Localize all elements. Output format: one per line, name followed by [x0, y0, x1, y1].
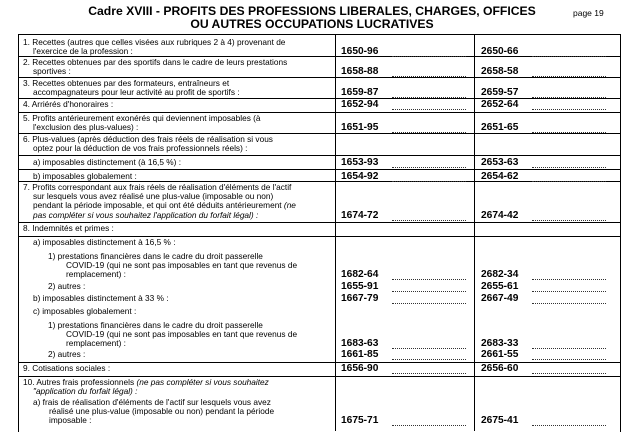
code-income-year: 1674-72: [341, 209, 379, 221]
amount-field[interactable]: [392, 180, 466, 182]
amount-field[interactable]: [532, 278, 606, 280]
code-partner: 2682-34: [481, 269, 519, 281]
amount-field[interactable]: [392, 347, 466, 349]
amount-field[interactable]: [392, 108, 466, 110]
amount-field[interactable]: [392, 358, 466, 360]
row-label-line: l'exclusion des plus-values) :: [33, 122, 139, 133]
amount-field[interactable]: [532, 219, 606, 221]
amount-field[interactable]: [392, 302, 466, 304]
column-divider: [335, 35, 336, 431]
code-partner: 2658-58: [481, 66, 519, 78]
row-label-line: 9. Cotisations sociales :: [23, 363, 111, 373]
code-partner: 2674-42: [481, 209, 519, 221]
code-income-year: 1658-88: [341, 66, 379, 78]
column-divider: [474, 35, 475, 431]
row-label-line: réalisé une plus-value (imposable ou non) pendant la période: [49, 406, 275, 417]
amount-field[interactable]: [392, 219, 466, 221]
amount-field[interactable]: [392, 131, 466, 133]
amount-field[interactable]: [532, 290, 606, 292]
amount-field[interactable]: [532, 96, 606, 98]
row-label-line: pendant la période imposable, et qui ont été déduits antérieurement (ne: [33, 200, 296, 211]
amount-field[interactable]: [532, 180, 606, 182]
row-label-line: 3. Recettes obtenues par des formateurs, entraîneurs et: [23, 78, 230, 88]
row-label-line: c) imposables globalement :: [33, 306, 137, 316]
amount-field[interactable]: [392, 55, 466, 57]
row-label-line: 1) prestations financières dans le cadre du droit passerelle: [48, 320, 263, 330]
code-income-year: 1656-90: [341, 363, 379, 374]
row-label-line: optez pour la déduction de vos frais professionnels réels) :: [33, 143, 248, 154]
code-income-year: 1667-79: [341, 293, 379, 304]
code-income-year: 1653-93: [341, 157, 379, 168]
code-partner: 2650-66: [481, 46, 519, 58]
row-label-line: sportives :: [33, 66, 71, 77]
code-partner: 2651-65: [481, 122, 519, 134]
row-label-line: 8. Indemnités et primes :: [23, 223, 114, 233]
row-label-line: 7. Profits correspondant aux frais réels de réalisation d'éléments de l'actif: [23, 182, 292, 192]
code-income-year: 1675-71: [341, 415, 379, 427]
form-title-line2: OU AUTRES OCCUPATIONS LUCRATIVES: [190, 17, 434, 31]
row-divider: [18, 155, 621, 156]
row-label-line: a) imposables distinctement (à 16,5 %) :: [33, 157, 182, 167]
amount-field[interactable]: [532, 372, 606, 374]
row-label-line: b) imposables distinctement à 33 % :: [33, 293, 169, 303]
code-income-year: 1650-96: [341, 46, 379, 58]
code-partner: 2656-60: [481, 363, 519, 374]
row-label-line: 5. Profits antérieurement exonérés qui deviennent imposables (à: [23, 113, 261, 123]
code-income-year: 1683-63: [341, 338, 379, 350]
row-label-line: 1) prestations financières dans le cadre du droit passerelle: [48, 251, 263, 261]
row-divider: [18, 169, 621, 170]
row-label-line: 1. Recettes (autres que celles visées aux rubriques 2 à 4) provenant de: [23, 37, 286, 47]
amount-field[interactable]: [392, 96, 466, 98]
row-label-line: 6. Plus-values (après déduction des frais réels de réalisation si vous: [23, 134, 273, 144]
row-label-line: remplacement) :: [66, 269, 126, 280]
row-label-line: b) imposables globalement :: [33, 171, 137, 181]
amount-field[interactable]: [392, 166, 466, 168]
row-label-line: a) frais de réalisation d'éléments de l'actif sur lesquels vous avez: [33, 397, 271, 407]
row-label-line: 10. Autres frais professionnels (ne pas compléter si vous souhaitez: [23, 377, 269, 387]
form-title-line1: Cadre XVIII - PROFITS DES PROFESSIONS LIBERALES, CHARGES, OFFICES: [88, 4, 536, 18]
code-income-year: 1654-92: [341, 171, 379, 182]
row-label-line: COVID-19 (qui ne sont pas imposables en tant que revenus de: [66, 260, 298, 271]
code-income-year: 1655-91: [341, 281, 379, 292]
amount-field[interactable]: [532, 55, 606, 57]
amount-field[interactable]: [392, 75, 466, 77]
code-partner: 2659-57: [481, 87, 519, 99]
row-label-line: COVID-19 (qui ne sont pas imposables en tant que revenus de: [66, 329, 298, 340]
code-income-year: 1659-87: [341, 87, 379, 99]
italic-note: (ne pas compléter si vous souhaitez: [134, 377, 269, 387]
row-label-line: pas compléter si vous souhaitez l'application du forfait légal) :: [33, 209, 259, 220]
row-label-line: a) imposables distinctement à 16,5 % :: [33, 237, 176, 247]
amount-field[interactable]: [392, 278, 466, 280]
row-label-line: l'exercice de la profession :: [33, 46, 133, 57]
row-label-line: 2) autres :: [48, 281, 86, 291]
amount-field[interactable]: [392, 424, 466, 426]
code-income-year: 1651-95: [341, 122, 379, 134]
code-partner: 2683-33: [481, 338, 519, 350]
code-partner: 2661-55: [481, 349, 519, 360]
code-partner: 2655-61: [481, 281, 519, 292]
amount-field[interactable]: [532, 166, 606, 168]
amount-field[interactable]: [532, 131, 606, 133]
amount-field[interactable]: [532, 358, 606, 360]
row-label-line: 2) autres :: [48, 349, 86, 359]
row-label-line: sur lesquels vous avez réalisé une plus-value (imposable ou non): [33, 191, 274, 202]
page-number: page 19: [573, 8, 604, 18]
code-partner: 2653-63: [481, 157, 519, 168]
code-partner: 2652-64: [481, 99, 519, 110]
amount-field[interactable]: [532, 424, 606, 426]
amount-field[interactable]: [532, 302, 606, 304]
row-label-line: 2. Recettes obtenues par des sportifs dans le cadre de leurs prestations: [23, 57, 288, 67]
amount-field[interactable]: [392, 290, 466, 292]
italic-note: (ne: [281, 200, 296, 211]
code-partner: 2675-41: [481, 415, 519, 427]
amount-field[interactable]: [532, 347, 606, 349]
amount-field[interactable]: [532, 75, 606, 77]
code-partner: 2654-62: [481, 171, 519, 182]
row-label-line: accompagnateurs pour leur activité au profit de sportifs :: [33, 87, 240, 98]
code-income-year: 1661-85: [341, 349, 379, 360]
row-label-line: remplacement) :: [66, 338, 126, 349]
code-income-year: 1652-94: [341, 99, 379, 110]
code-partner: 2667-49: [481, 293, 519, 304]
amount-field[interactable]: [392, 372, 466, 374]
row-label-line: imposable :: [49, 415, 92, 426]
code-income-year: 1682-64: [341, 269, 379, 281]
row-label-line: 4. Arriérés d'honoraires :: [23, 99, 114, 109]
row-label-line: "application du forfait légal) :: [33, 386, 138, 397]
amount-field[interactable]: [532, 108, 606, 110]
